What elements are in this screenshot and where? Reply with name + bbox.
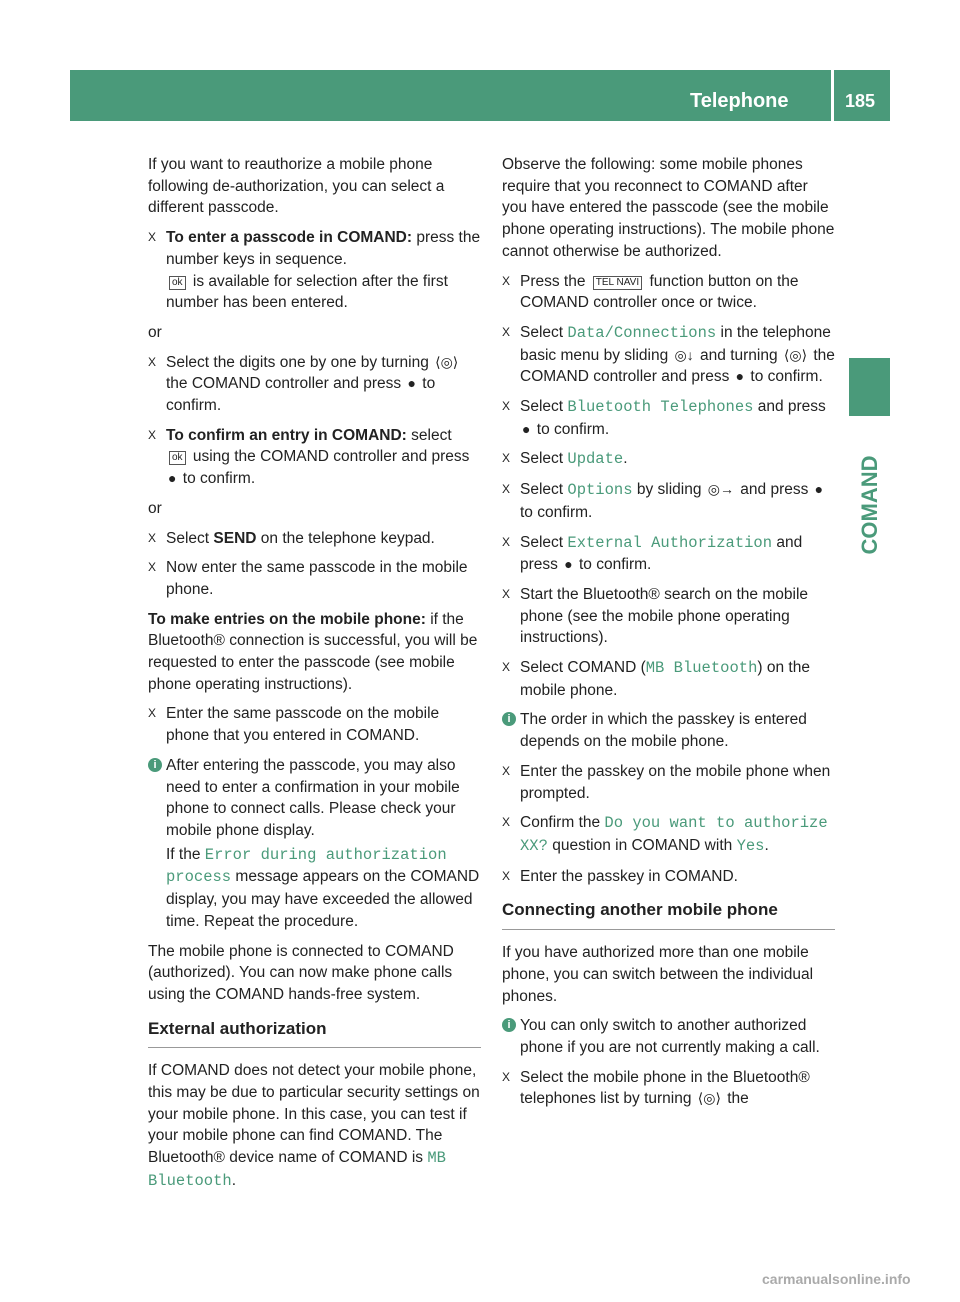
tel-navi-key-icon: TEL NAVI [593, 276, 642, 290]
step-select-phone-list: X Select the mobile phone in the Bluetooth® telephones list by turning ⟨◎⟩ the [502, 1068, 810, 1108]
step-start-bt-search: X Start the Bluetooth® search on the mobile phone (see the mobile phone operating instructions). [502, 585, 809, 647]
press-controller-icon: ● [814, 481, 824, 498]
ok-key-icon: ok [169, 276, 186, 290]
paragraph: The mobile phone is connected to COMAND (authorized). You can now make phone calls using the COMAND hands-free system. [148, 942, 454, 1003]
step-marker-icon: X [502, 586, 511, 601]
step-enter-passkey-mobile: X Enter the passkey on the mobile phone when prompted. [502, 762, 831, 802]
heading-external-authorization: External authorization [148, 1018, 481, 1049]
info-icon: i [502, 712, 516, 726]
step-select-data-connections: X Select Data/Connections in the telephone basic menu by sliding ◎↓ and turning ⟨◎⟩ the COMAND controller and press ● to confirm. [502, 323, 835, 386]
step-marker-icon: X [502, 399, 511, 414]
press-controller-icon: ● [168, 470, 177, 487]
step-enter-passkey-comand: X Enter the passkey in COMAND. [502, 866, 835, 888]
ok-key-icon: ok [169, 451, 186, 465]
paragraph: If you have authorized more than one mobile phone, you can switch between the individual phones. [502, 944, 814, 1005]
step-select-digits: X Select the digits one by one by turning ⟨◎⟩ the COMAND controller and press ● to confirm. [148, 353, 459, 415]
press-controller-icon: ● [735, 368, 745, 385]
step-enter-passcode: X To enter a passcode in COMAND: press the number keys in sequence. ok is available for selection after the first number has been entered. [148, 229, 481, 312]
header-separator [831, 70, 834, 121]
step-same-passcode: X Enter the same passcode on the mobile phone that you entered in COMAND. [148, 705, 440, 745]
press-controller-icon: ● [564, 556, 573, 573]
step-marker-icon: X [502, 660, 511, 675]
turn-controller-icon: ⟨◎⟩ [697, 1090, 721, 1107]
step-marker-icon: X [502, 451, 511, 466]
info-icon: i [148, 758, 162, 772]
info-icon: i [502, 1018, 516, 1032]
step-marker-icon: X [502, 482, 511, 497]
step-select-options: X Select Options by sliding ◎→ and press ● to confirm. [502, 481, 824, 521]
paragraph: Observe the following: some mobile phones require that you reconnect to COMAND after you have entered the passcode (see the mobile phone operating instructions). The mobile phone cannot otherwise be authorized. [502, 156, 835, 260]
paragraph: If you want to reauthorize a mobile phone following de-authorization, you can select a different passcode. [148, 156, 445, 217]
step-marker-icon: X [502, 763, 511, 778]
left-column: If you want to reauthorize a mobile phone following de-authorization, you can select a different passcode. X To enter a passcode in COMAND: press the number keys in sequence. ok is available for selection after the first number has been entered. or X Select the digits one by one by turning ⟨◎⟩ the COMAND controller and press ● to confirm. X To confirm an entry in COMAND: select ok using the COMAND controller and press ● to confirm. or X Select SEND on the telephone keypad. X Now enter the same passcode in the mobile phone. To make entries on the mobile phone: if the Bluetooth® connection is successful, you will be requested to enter the passcode (see mobile phone operating instructions). X Enter the same passcode on the mobile phone that you entered in COMAND. i After entering the passcode, you may also need to enter a confirmation in your mobile phone to connect calls. Please check your mobile phone display. If the Error during authorization process message appears on the COMAND display, you may have exceeded the allowed time. Repeat the procedure. The mobile phone is connected to COMAND (authorized). You can now make phone calls using the COMAND hands-free system. External authorization If COMAND does not detect your mobile phone, this may be due to particular security settings on your mobile phone. In this case, you can test if your mobile phone can find COMAND. The Bluetooth® device name of COMAND is MB Bluetooth. [148, 154, 481, 1201]
slide-down-icon: ◎↓ [674, 346, 694, 363]
step-select-update: X Select Update. [502, 450, 628, 469]
turn-controller-icon: ⟨◎⟩ [435, 353, 459, 370]
step-marker-icon: X [148, 706, 157, 721]
step-marker-icon: X [502, 324, 511, 339]
press-controller-icon: ● [522, 420, 531, 437]
info-note: i The order in which the passkey is entered depends on the mobile phone. [502, 709, 835, 752]
step-select-comand: X Select COMAND (MB Bluetooth) on the mobile phone. [502, 659, 810, 699]
page-number: 185 [845, 91, 876, 111]
section-title: Telephone [690, 90, 789, 112]
side-tab-label: COMAND [856, 455, 882, 555]
step-select-send: X Select SEND on the telephone keypad. [148, 528, 481, 550]
paragraph: If COMAND does not detect your mobile phone, this may be due to particular security settings on your mobile phone. In this case, you can test if your mobile phone can find COMAND. The Bluetooth® device name of COMAND is MB Bluetooth. [148, 1062, 480, 1190]
step-marker-icon: X [148, 354, 157, 369]
slide-right-icon: ◎→ [707, 481, 734, 498]
step-select-bt-telephones: X Select Bluetooth Telephones and press ● to confirm. [502, 398, 826, 438]
step-marker-icon: X [148, 427, 157, 442]
step-marker-icon: X [148, 230, 157, 245]
step-confirm-entry: X To confirm an entry in COMAND: select ok using the COMAND controller and press ● to confirm. [148, 426, 470, 488]
step-marker-icon: X [148, 530, 157, 545]
watermark: carmanualsonline.info [762, 1271, 911, 1287]
step-select-external-authorization: X Select External Authorization and press ● to confirm. [502, 533, 803, 574]
step-enter-mobile: X Now enter the same passcode in the mobile phone. [148, 559, 468, 598]
step-press-tel: X Press the TEL NAVI function button on the COMAND controller once or twice. [502, 272, 799, 312]
press-controller-icon: ● [407, 375, 416, 392]
step-marker-icon: X [502, 868, 511, 883]
right-column [502, 154, 835, 1118]
step-confirm-authorize: X Confirm the Do you want to authorize XX? question in COMAND with Yes. [502, 814, 828, 855]
paragraph: To make entries on the mobile phone: if the Bluetooth® connection is successful, you will be requested to enter the passcode (see mobile phone operating instructions). [148, 610, 478, 693]
step-marker-icon: X [502, 534, 511, 549]
step-marker-icon: X [148, 560, 157, 575]
info-note: i After entering the passcode, you may also need to enter a confirmation in your mobile phone to connect calls. Please check your mobile phone display. If the Error during authorization process message appears on the COMAND display, you may have exceeded the allowed time. Repeat the procedure. [148, 755, 481, 933]
step-marker-icon: X [502, 815, 511, 830]
step-marker-icon: X [502, 1069, 511, 1084]
step-marker-icon: X [502, 273, 511, 288]
side-tab-marker [849, 358, 890, 416]
turn-controller-icon: ⟨◎⟩ [783, 346, 808, 363]
heading-connecting-another-phone: Connecting another mobile phone [502, 899, 835, 930]
info-note: i You can only switch to another authorized phone if you are not currently making a call. [502, 1015, 835, 1058]
